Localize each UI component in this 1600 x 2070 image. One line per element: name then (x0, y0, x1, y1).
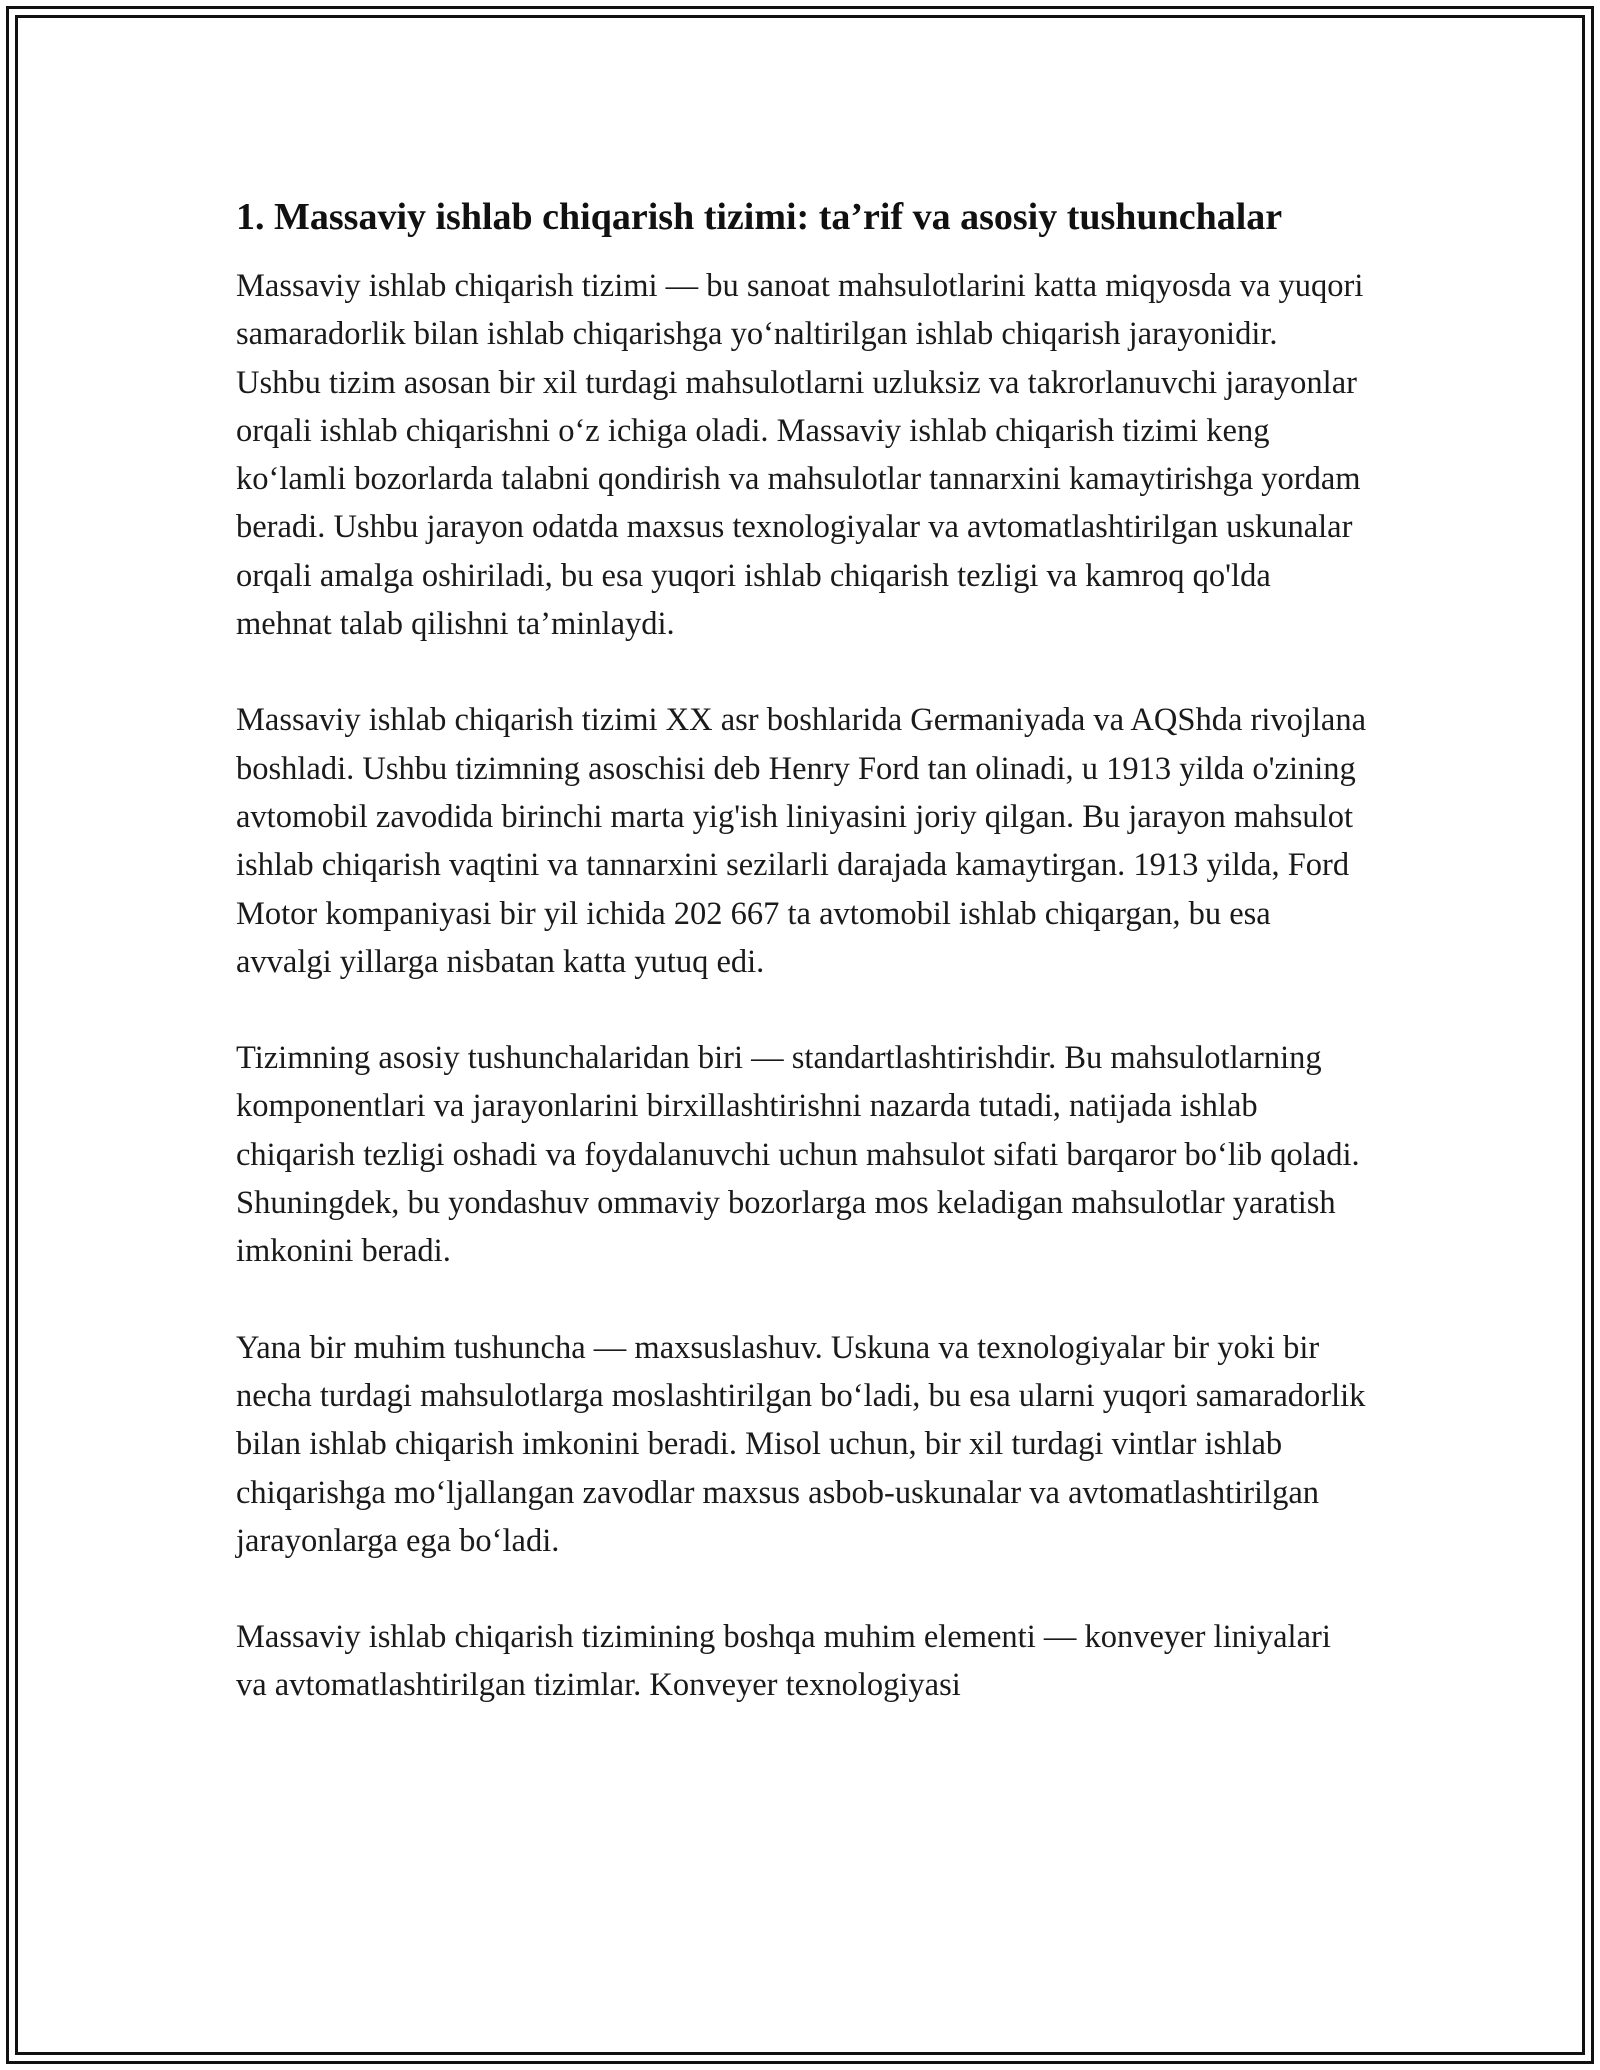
paragraph-history: Massaviy ishlab chiqarish tizimi XX asr boshlarida Germaniyada va AQShda rivojlana boshladi. Ushbu tizimning asoschisi deb Henry Ford tan olinadi, u 1913 yilda o'zining avtomobil zavodida birinchi marta yig'ish liniyasini joriy qilgan. Bu jarayon mahsulot ishlab chiqarish vaqtini va tannarxini sezilarli darajada kamaytirgan. 1913 yilda, Ford Motor kompaniyasi bir yil ichida 202 667 ta avtomobil ishlab chiqargan, bu esa avvalgi yillarga nisbatan katta yutuq edi. (236, 702, 1367, 980)
section-heading: 1. Massaviy ishlab chiqarish tizimi: ta’rif va asosiy tushunchalar (236, 196, 1283, 238)
paragraph-definition: Massaviy ishlab chiqarish tizimi — bu sanoat mahsulotlarini katta miqyosda va yuqori samaradorlik bilan ishlab chiqarishga yo‘naltirilgan ishlab chiqarish jarayonidir. Ushbu tizim asosan bir xil turdagi mahsulotlarni uzluksiz va takrorlanuvchi jarayonlar orqali ishlab chiqarishni o‘z ichiga oladi. Massaviy ishlab chiqarish tizimi keng ko‘lamli bozorlarda talabni qondirish va mahsulotlar tannarxini kamaytirishga yordam beradi. Ushbu jarayon odatda maxsus texnologiyalar va avtomatlashtirilgan uskunalar orqali amalga oshiriladi, bu esa yuqori ishlab chiqarish tezligi va kamroq qo'lda mehnat talab qilishni ta’minlaydi. (236, 268, 1364, 643)
paragraph-specialization: Yana bir muhim tushuncha — maxsuslashuv. Uskuna va texnologiyalar bir yoki bir necha turdagi mahsulotlarga moslashtirilgan bo‘ladi, bu esa ularni yuqori samaradorlik bilan ishlab chiqarish imkonini beradi. Misol uchun, bir xil turdagi vintlar ishlab chiqarishga mo‘ljallangan zavodlar maxsus asbob-uskunalar va avtomatlashtirilgan jarayonlarga ega bo‘ladi. (236, 1329, 1366, 1559)
document-body (236, 190, 1366, 1758)
paragraph-standardization: Tizimning asosiy tushunchalaridan biri — standartlashtirishdir. Bu mahsulotlarning komponentlari va jarayonlarini birxillashtirishni nazarda tutadi, natijada ishlab chiqarish tezligi oshadi va foydalanuvchi uchun mahsulot sifati barqaror bo‘lib qoladi. Shuningdek, bu yondashuv ommaviy bozorlarga mos keladigan mahsulotlar yaratish imkonini beradi. (236, 1040, 1360, 1270)
paragraph-conveyor: Massaviy ishlab chiqarish tizimining boshqa muhim elementi — konveyer liniyalari va avtomatlashtirilgan tizimlar. Konveyer texnologiyasi (236, 1619, 1331, 1704)
